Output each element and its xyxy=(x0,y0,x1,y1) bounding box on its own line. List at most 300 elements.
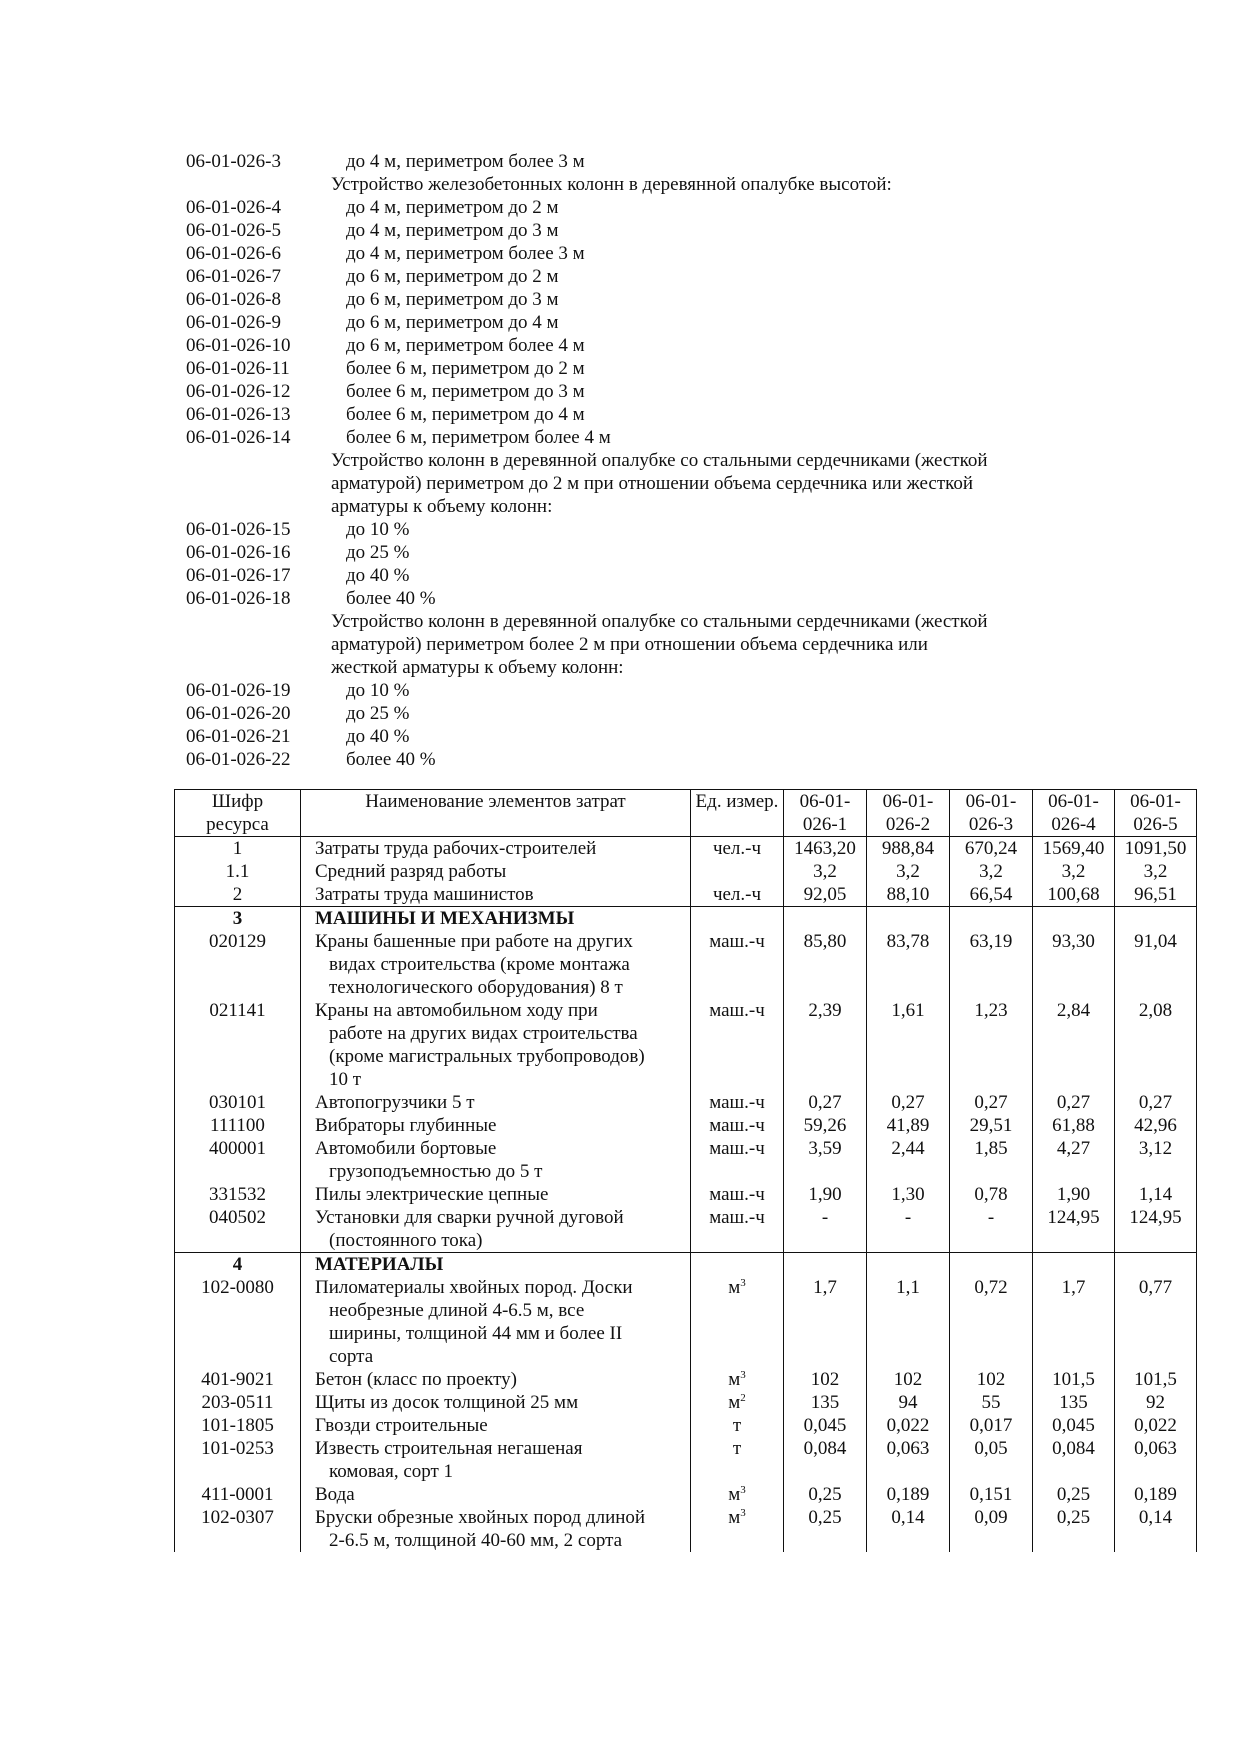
value-cell: 41,89 xyxy=(867,1114,950,1137)
code-row xyxy=(186,196,1086,219)
table-row xyxy=(175,1253,1197,1277)
value-cell: 102 xyxy=(784,1368,867,1391)
value-cell: 0,084 xyxy=(784,1437,867,1483)
value-cell: 1,14 xyxy=(1115,1183,1197,1206)
value-cell: 135 xyxy=(784,1391,867,1414)
code-row xyxy=(186,334,1086,357)
resource-name-line: Автопогрузчики 5 т xyxy=(315,1092,475,1113)
value-cell: 0,77 xyxy=(1115,1276,1197,1368)
table-row xyxy=(175,1091,1197,1114)
value-cell: 1569,40 xyxy=(1033,837,1115,861)
resource-name-line: Пилы электрические цепные xyxy=(315,1184,549,1205)
code-id: 06-01-026-20 xyxy=(186,703,291,724)
resource-name xyxy=(301,1368,691,1391)
section-heading: арматурой) периметром до 2 м при отношении объема сердечника или жесткой xyxy=(331,473,974,494)
resource-name-line: 10 т xyxy=(329,1069,362,1090)
value-cell: 0,25 xyxy=(1033,1483,1115,1506)
unit-text: маш.-ч xyxy=(709,1184,765,1205)
code-row xyxy=(186,426,1086,449)
resource-name xyxy=(301,1253,691,1277)
unit xyxy=(691,1091,784,1114)
table-row xyxy=(175,1506,1197,1552)
value-cell: 3,2 xyxy=(1033,860,1115,883)
unit-text: маш.-ч xyxy=(709,931,765,952)
resource-name xyxy=(301,1206,691,1253)
unit-exponent: 3 xyxy=(740,1507,746,1519)
code-description: до 6 м, периметром более 4 м xyxy=(346,335,585,356)
code-row xyxy=(186,242,1086,265)
resource-name-line: Известь строительная негашеная xyxy=(315,1438,583,1459)
resource-code: 1 xyxy=(175,837,301,861)
code-description: до 10 % xyxy=(346,519,410,540)
resource-code: 3 xyxy=(175,907,301,931)
value-cell: 0,189 xyxy=(1115,1483,1197,1506)
value-cell: 88,10 xyxy=(867,883,950,907)
table-row xyxy=(175,930,1197,999)
value-cell xyxy=(784,907,867,931)
code-row xyxy=(186,564,1086,587)
resource-name-line: Средний разряд работы xyxy=(315,861,507,882)
unit xyxy=(691,907,784,931)
value-cell xyxy=(867,907,950,931)
resource-code: 020129 xyxy=(175,930,301,999)
value-cell: 101,5 xyxy=(1033,1368,1115,1391)
code-description: более 6 м, периметром до 3 м xyxy=(346,381,585,402)
value-cell: 101,5 xyxy=(1115,1368,1197,1391)
unit-text: м xyxy=(728,1507,741,1528)
unit-text: м xyxy=(728,1369,741,1390)
table-row xyxy=(175,1483,1197,1506)
value-cell: 1,90 xyxy=(1033,1183,1115,1206)
code-description: до 4 м, периметром более 3 м xyxy=(346,151,585,172)
header-col-3: 06-01-026-3 xyxy=(950,790,1033,837)
resource-name-line: Краны башенные при работе на других xyxy=(315,931,633,952)
unit-text: чел.-ч xyxy=(712,838,762,859)
resource-name-line: видах строительства (кроме монтажа xyxy=(329,954,630,975)
value-cell: - xyxy=(950,1206,1033,1253)
resource-name xyxy=(301,860,691,883)
code-id: 06-01-026-22 xyxy=(186,749,291,770)
unit-text: т xyxy=(732,1438,742,1459)
resource-code: 102-0307 xyxy=(175,1506,301,1552)
resource-code: 101-1805 xyxy=(175,1414,301,1437)
value-cell: 61,88 xyxy=(1033,1114,1115,1137)
value-cell: 0,151 xyxy=(950,1483,1033,1506)
unit-text: маш.-ч xyxy=(709,1138,765,1159)
resource-name xyxy=(301,1276,691,1368)
resource-name-line: (постоянного тока) xyxy=(329,1230,483,1251)
table-row xyxy=(175,1437,1197,1483)
table-row xyxy=(175,1114,1197,1137)
table-row xyxy=(175,860,1197,883)
value-cell xyxy=(950,907,1033,931)
table-row xyxy=(175,1276,1197,1368)
section-heading: Устройство колонн в деревянной опалубке со стальными сердечниками (жесткой xyxy=(331,450,988,471)
value-cell: 1091,50 xyxy=(1115,837,1197,861)
value-cell: 0,05 xyxy=(950,1437,1033,1483)
value-cell: 0,25 xyxy=(1033,1506,1115,1552)
value-cell: 102 xyxy=(867,1368,950,1391)
value-cell: 0,045 xyxy=(784,1414,867,1437)
resource-name-line: сорта xyxy=(329,1346,374,1367)
unit-text: м xyxy=(728,1392,741,1413)
table-row xyxy=(175,883,1197,907)
code-row xyxy=(186,357,1086,380)
code-id: 06-01-026-7 xyxy=(186,266,281,287)
unit-text: чел.-ч xyxy=(712,884,762,905)
code-row xyxy=(186,311,1086,334)
value-cell: 4,27 xyxy=(1033,1137,1115,1183)
value-cell xyxy=(1033,907,1115,931)
resource-name-line: 2-6.5 м, толщиной 40-60 мм, 2 сорта xyxy=(329,1530,623,1551)
value-cell: 124,95 xyxy=(1033,1206,1115,1253)
table-row xyxy=(175,1206,1197,1253)
code-id: 06-01-026-12 xyxy=(186,381,291,402)
value-cell: 0,022 xyxy=(867,1414,950,1437)
value-cell: 0,72 xyxy=(950,1276,1033,1368)
value-cell: 988,84 xyxy=(867,837,950,861)
value-cell: 0,084 xyxy=(1033,1437,1115,1483)
unit xyxy=(691,1506,784,1552)
code-row xyxy=(186,541,1086,564)
value-cell: 91,04 xyxy=(1115,930,1197,999)
value-cell: 3,2 xyxy=(867,860,950,883)
value-cell xyxy=(784,1253,867,1277)
code-row xyxy=(186,288,1086,311)
resource-code: 411-0001 xyxy=(175,1483,301,1506)
resource-name-line: Краны на автомобильном ходу при xyxy=(315,1000,598,1021)
unit xyxy=(691,1414,784,1437)
value-cell: 0,27 xyxy=(867,1091,950,1114)
value-cell: 1,30 xyxy=(867,1183,950,1206)
code-description: более 6 м, периметром более 4 м xyxy=(346,427,611,448)
value-cell: 0,189 xyxy=(867,1483,950,1506)
value-cell xyxy=(950,1253,1033,1277)
table-row xyxy=(175,1137,1197,1183)
resource-name-line: (кроме магистральных трубопроводов) xyxy=(329,1046,645,1067)
value-cell: 0,25 xyxy=(784,1506,867,1552)
code-id: 06-01-026-16 xyxy=(186,542,291,563)
value-cell: 100,68 xyxy=(1033,883,1115,907)
value-cell: 2,39 xyxy=(784,999,867,1091)
unit-exponent: 3 xyxy=(740,1369,746,1381)
code-description: до 4 м, периметром более 3 м xyxy=(346,243,585,264)
unit-exponent: 2 xyxy=(740,1392,746,1404)
code-description: до 10 % xyxy=(346,680,410,701)
value-cell: 85,80 xyxy=(784,930,867,999)
code-id: 06-01-026-4 xyxy=(186,197,281,218)
resource-code: 400001 xyxy=(175,1137,301,1183)
value-cell: 0,09 xyxy=(950,1506,1033,1552)
code-id: 06-01-026-9 xyxy=(186,312,281,333)
resource-name-line: Гвозди строительные xyxy=(315,1415,488,1436)
value-cell: 1,61 xyxy=(867,999,950,1091)
resource-code: 102-0080 xyxy=(175,1276,301,1368)
resource-name xyxy=(301,999,691,1091)
unit xyxy=(691,1114,784,1137)
unit xyxy=(691,1183,784,1206)
resource-name xyxy=(301,1437,691,1483)
table-row xyxy=(175,1391,1197,1414)
value-cell: 1,1 xyxy=(867,1276,950,1368)
header-unit: Ед. измер. xyxy=(691,790,784,837)
value-cell: 1,7 xyxy=(1033,1276,1115,1368)
code-row xyxy=(186,380,1086,403)
unit xyxy=(691,860,784,883)
value-cell: 66,54 xyxy=(950,883,1033,907)
value-cell xyxy=(1115,907,1197,931)
resource-name xyxy=(301,907,691,931)
code-row xyxy=(186,403,1086,426)
code-id: 06-01-026-10 xyxy=(186,335,291,356)
unit xyxy=(691,883,784,907)
value-cell: 3,2 xyxy=(950,860,1033,883)
resource-name-line: ширины, толщиной 44 мм и более II xyxy=(329,1323,623,1344)
resource-code: 101-0253 xyxy=(175,1437,301,1483)
resource-code: 4 xyxy=(175,1253,301,1277)
code-description: более 6 м, периметром до 2 м xyxy=(346,358,585,379)
resource-table xyxy=(174,789,1197,1552)
unit xyxy=(691,1137,784,1183)
code-description: более 6 м, периметром до 4 м xyxy=(346,404,585,425)
code-id: 06-01-026-11 xyxy=(186,358,290,379)
unit-text: маш.-ч xyxy=(709,1000,765,1021)
resource-name-line: Пиломатериалы хвойных пород. Доски xyxy=(315,1277,633,1298)
code-description: до 40 % xyxy=(346,726,410,747)
table-row xyxy=(175,837,1197,861)
unit-text: м xyxy=(728,1484,741,1505)
unit-text: маш.-ч xyxy=(709,1115,765,1136)
code-id: 06-01-026-15 xyxy=(186,519,291,540)
resource-name-line: Щиты из досок толщиной 25 мм xyxy=(315,1392,579,1413)
table-row xyxy=(175,907,1197,931)
value-cell: 96,51 xyxy=(1115,883,1197,907)
resource-code: 2 xyxy=(175,883,301,907)
code-id: 06-01-026-19 xyxy=(186,680,291,701)
value-cell: 0,063 xyxy=(867,1437,950,1483)
header-col-4: 06-01-026-4 xyxy=(1033,790,1115,837)
resource-code: 331532 xyxy=(175,1183,301,1206)
resource-name-line: Автомобили бортовые xyxy=(315,1138,497,1159)
value-cell: 1,23 xyxy=(950,999,1033,1091)
unit xyxy=(691,1391,784,1414)
resource-name xyxy=(301,1483,691,1506)
unit xyxy=(691,1206,784,1253)
value-cell xyxy=(1033,1253,1115,1277)
value-cell: 0,78 xyxy=(950,1183,1033,1206)
unit-exponent: 3 xyxy=(740,1277,746,1289)
resource-name-line: технологического оборудования) 8 т xyxy=(329,977,623,998)
unit xyxy=(691,837,784,861)
resource-name xyxy=(301,883,691,907)
value-cell: 3,12 xyxy=(1115,1137,1197,1183)
unit-exponent: 3 xyxy=(740,1484,746,1496)
resource-name-line: комовая, сорт 1 xyxy=(329,1461,454,1482)
value-cell: 59,26 xyxy=(784,1114,867,1137)
value-cell: 94 xyxy=(867,1391,950,1414)
code-id: 06-01-026-8 xyxy=(186,289,281,310)
value-cell xyxy=(1115,1253,1197,1277)
code-description: до 4 м, периметром до 2 м xyxy=(346,197,559,218)
value-cell: 1,7 xyxy=(784,1276,867,1368)
resource-code: 401-9021 xyxy=(175,1368,301,1391)
code-description: до 25 % xyxy=(346,703,410,724)
code-row xyxy=(186,725,1086,748)
value-cell: 124,95 xyxy=(1115,1206,1197,1253)
code-id: 06-01-026-14 xyxy=(186,427,291,448)
unit xyxy=(691,999,784,1091)
value-cell: 0,063 xyxy=(1115,1437,1197,1483)
unit xyxy=(691,1253,784,1277)
unit-text: т xyxy=(732,1415,742,1436)
value-cell: 0,27 xyxy=(784,1091,867,1114)
resource-name-line: необрезные длиной 4-6.5 м, все xyxy=(329,1300,585,1321)
unit-text: маш.-ч xyxy=(709,1207,765,1228)
resource-name-line: МАТЕРИАЛЫ xyxy=(315,1254,444,1275)
code-row xyxy=(186,265,1086,288)
unit xyxy=(691,1276,784,1368)
code-row xyxy=(186,702,1086,725)
code-row xyxy=(186,587,1086,610)
value-cell: 63,19 xyxy=(950,930,1033,999)
resource-code: 030101 xyxy=(175,1091,301,1114)
section-heading: арматурой) периметром более 2 м при отношении объема сердечника или xyxy=(331,634,928,655)
code-id: 06-01-026-21 xyxy=(186,726,291,747)
resource-name xyxy=(301,1137,691,1183)
value-cell: 3,2 xyxy=(784,860,867,883)
resource-name-line: Затраты труда машинистов xyxy=(315,884,534,905)
code-row xyxy=(186,679,1086,702)
value-cell: 2,84 xyxy=(1033,999,1115,1091)
resource-name xyxy=(301,1183,691,1206)
section-heading: жесткой арматуры к объему колонн: xyxy=(331,657,624,678)
code-id: 06-01-026-6 xyxy=(186,243,281,264)
value-cell: 0,022 xyxy=(1115,1414,1197,1437)
value-cell: 92 xyxy=(1115,1391,1197,1414)
resource-code: 021141 xyxy=(175,999,301,1091)
resource-name xyxy=(301,1414,691,1437)
unit xyxy=(691,1483,784,1506)
header-code: Шифр ресурса xyxy=(175,790,301,837)
resource-name xyxy=(301,1391,691,1414)
value-cell: 83,78 xyxy=(867,930,950,999)
value-cell: - xyxy=(867,1206,950,1253)
unit xyxy=(691,1437,784,1483)
code-description: до 6 м, периметром до 4 м xyxy=(346,312,559,333)
value-cell: 0,27 xyxy=(950,1091,1033,1114)
section-heading: Устройство колонн в деревянной опалубке со стальными сердечниками (жесткой xyxy=(331,611,988,632)
value-cell: 92,05 xyxy=(784,883,867,907)
value-cell: 0,25 xyxy=(784,1483,867,1506)
code-description: более 40 % xyxy=(346,749,436,770)
value-cell: 0,017 xyxy=(950,1414,1033,1437)
resource-name-line: Вибраторы глубинные xyxy=(315,1115,497,1136)
value-cell: 135 xyxy=(1033,1391,1115,1414)
value-cell: 0,14 xyxy=(867,1506,950,1552)
code-list xyxy=(186,150,1086,771)
resource-code: 040502 xyxy=(175,1206,301,1253)
value-cell: 1463,20 xyxy=(784,837,867,861)
code-description: до 40 % xyxy=(346,565,410,586)
code-row xyxy=(186,150,1086,173)
value-cell: 0,14 xyxy=(1115,1506,1197,1552)
value-cell: 0,045 xyxy=(1033,1414,1115,1437)
resource-name-line: Затраты труда рабочих-строителей xyxy=(315,838,597,859)
code-description: до 4 м, периметром до 3 м xyxy=(346,220,559,241)
resource-name-line: Вода xyxy=(315,1484,355,1505)
value-cell: 2,44 xyxy=(867,1137,950,1183)
header-col-2: 06-01-026-2 xyxy=(867,790,950,837)
resource-code: 1.1 xyxy=(175,860,301,883)
value-cell: 670,24 xyxy=(950,837,1033,861)
code-row xyxy=(186,748,1086,771)
header-col-1: 06-01-026-1 xyxy=(784,790,867,837)
code-id: 06-01-026-5 xyxy=(186,220,281,241)
resource-name-line: работе на других видах строительства xyxy=(329,1023,638,1044)
value-cell: 2,08 xyxy=(1115,999,1197,1091)
value-cell: 93,30 xyxy=(1033,930,1115,999)
value-cell: - xyxy=(784,1206,867,1253)
value-cell: 29,51 xyxy=(950,1114,1033,1137)
unit xyxy=(691,1368,784,1391)
table-row xyxy=(175,999,1197,1091)
resource-name xyxy=(301,1091,691,1114)
code-id: 06-01-026-13 xyxy=(186,404,291,425)
code-id: 06-01-026-18 xyxy=(186,588,291,609)
table-row xyxy=(175,1368,1197,1391)
header-col-5: 06-01-026-5 xyxy=(1115,790,1197,837)
code-id: 06-01-026-17 xyxy=(186,565,291,586)
code-description: до 25 % xyxy=(346,542,410,563)
resource-name xyxy=(301,837,691,861)
unit-text: маш.-ч xyxy=(709,1092,765,1113)
value-cell: 0,27 xyxy=(1115,1091,1197,1114)
value-cell xyxy=(867,1253,950,1277)
resource-name-line: Бетон (класс по проекту) xyxy=(315,1369,518,1390)
resource-name-line: Установки для сварки ручной дуговой xyxy=(315,1207,624,1228)
value-cell: 3,59 xyxy=(784,1137,867,1183)
header-name: Наименование элементов затрат xyxy=(301,790,691,837)
code-description: более 40 % xyxy=(346,588,436,609)
section-heading: Устройство железобетонных колонн в деревянной опалубке высотой: xyxy=(331,174,892,195)
unit-text: м xyxy=(728,1277,741,1298)
section-heading: арматуры к объему колонн: xyxy=(331,496,553,517)
code-description: до 6 м, периметром до 3 м xyxy=(346,289,559,310)
table-row xyxy=(175,1183,1197,1206)
code-description: до 6 м, периметром до 2 м xyxy=(346,266,559,287)
code-row xyxy=(186,518,1086,541)
value-cell: 3,2 xyxy=(1115,860,1197,883)
value-cell: 55 xyxy=(950,1391,1033,1414)
resource-name-line: МАШИНЫ И МЕХАНИЗМЫ xyxy=(315,908,575,929)
resource-name xyxy=(301,1506,691,1552)
code-row xyxy=(186,219,1086,242)
value-cell: 1,85 xyxy=(950,1137,1033,1183)
resource-name xyxy=(301,930,691,999)
resource-name-line: Бруски обрезные хвойных пород длиной xyxy=(315,1507,646,1528)
value-cell: 1,90 xyxy=(784,1183,867,1206)
resource-name xyxy=(301,1114,691,1137)
table-header-row xyxy=(175,790,1197,837)
resource-code: 111100 xyxy=(175,1114,301,1137)
value-cell: 0,27 xyxy=(1033,1091,1115,1114)
resource-code: 203-0511 xyxy=(175,1391,301,1414)
value-cell: 42,96 xyxy=(1115,1114,1197,1137)
unit xyxy=(691,930,784,999)
value-cell: 102 xyxy=(950,1368,1033,1391)
code-id: 06-01-026-3 xyxy=(186,151,281,172)
resource-name-line: грузоподъемностью до 5 т xyxy=(329,1161,543,1182)
